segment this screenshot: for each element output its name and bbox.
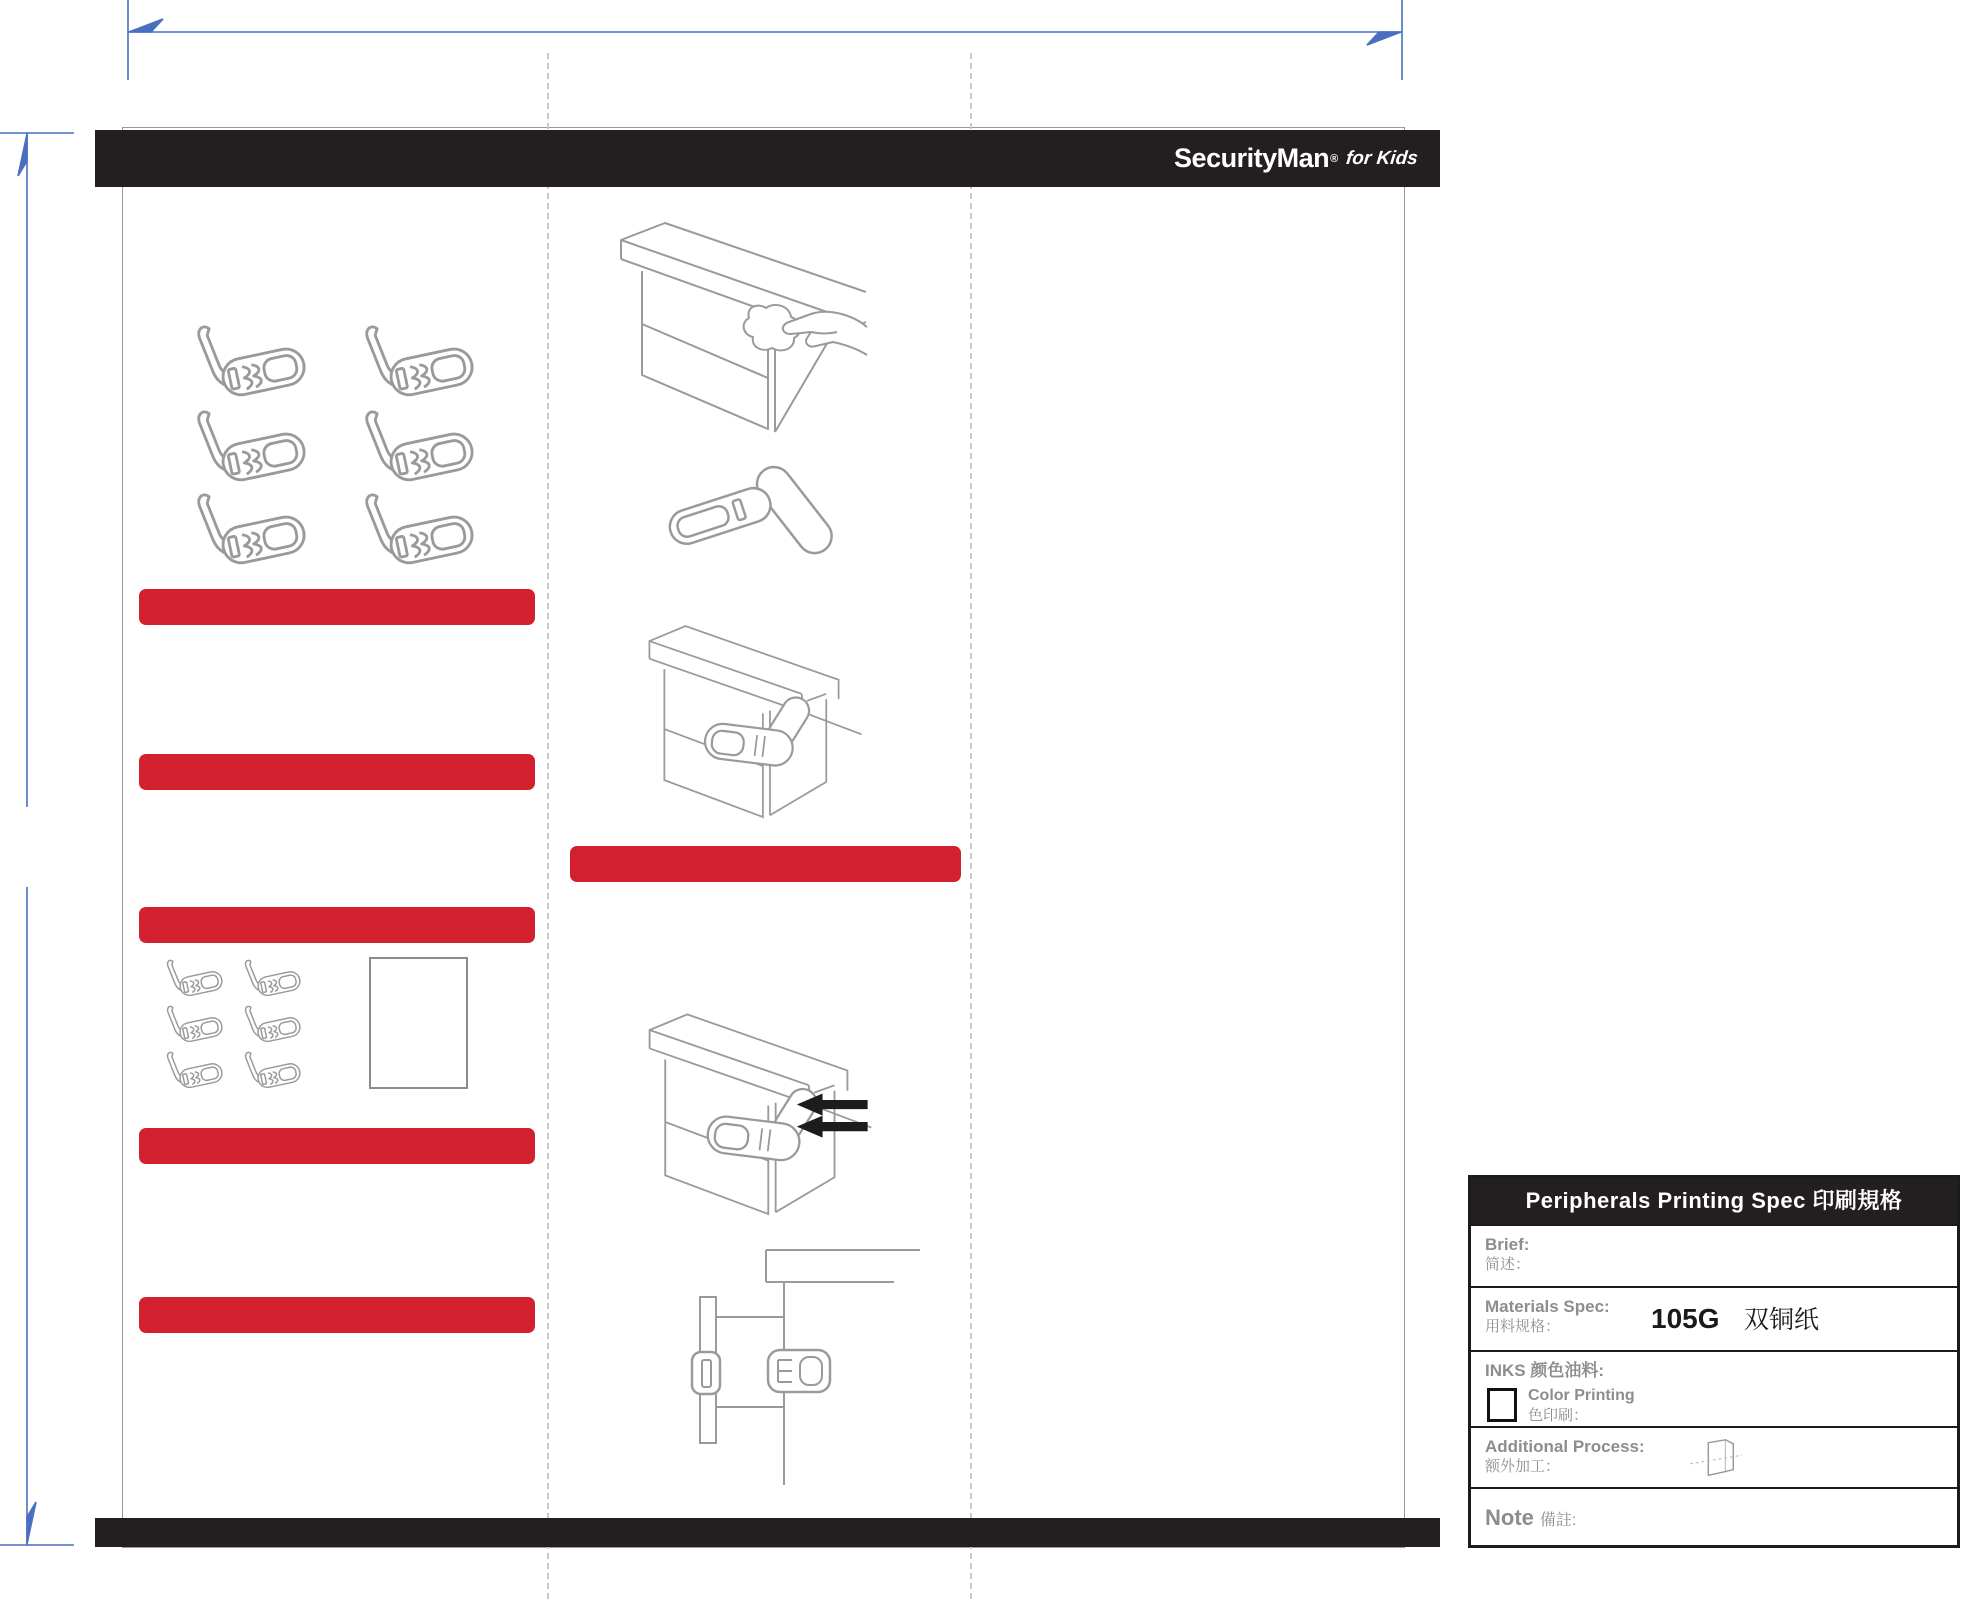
brand-name: SecurityMan (1174, 143, 1330, 173)
spec-row-materials (1471, 1286, 1957, 1350)
corner-lock-icon-small (165, 1049, 225, 1093)
materials-label-zh: 用料规格： (1485, 1318, 1561, 1336)
corner-lock-icon (192, 407, 312, 489)
brand-suffix: for Kids (1345, 147, 1420, 169)
corner-lock-icon (192, 490, 312, 572)
color-printing-label-zh: 色印刷： (1528, 1407, 1589, 1425)
lock-installed-illustration (645, 585, 865, 830)
registered-mark: ® (1330, 152, 1339, 165)
corner-lock-icon (360, 407, 480, 489)
placeholder-image-box (369, 957, 468, 1089)
printing-spec-box (1468, 1175, 1960, 1548)
corner-lock-icon-small (243, 1049, 303, 1093)
redacted-text-bar (139, 754, 535, 790)
corner-lock-icon (360, 322, 480, 404)
note-label-zh: 備註: (1539, 1512, 1577, 1529)
spec-box-title: Peripherals Printing Spec 印刷規格 (1471, 1178, 1957, 1224)
corner-lock-icon-small (165, 957, 225, 1001)
additional-process-label-zh: 额外加工： (1485, 1458, 1561, 1476)
clean-surface-illustration (615, 195, 870, 445)
inks-label: INKS 颜色油料: (1485, 1361, 1604, 1380)
press-to-release-illustration (645, 982, 875, 1217)
materials-value (1651, 1300, 1819, 1336)
corner-lock-icon-small (243, 957, 303, 1001)
corner-lock-icon-small (165, 1003, 225, 1047)
header-bar (95, 130, 1440, 187)
redacted-text-bar (139, 589, 535, 625)
redacted-text-bar (139, 1128, 535, 1164)
spec-row-brief (1471, 1224, 1957, 1286)
open-lock-illustration (668, 460, 848, 570)
corner-lock-icon (360, 490, 480, 572)
fold-line-right (970, 53, 972, 1599)
brief-label-en: Brief: (1485, 1235, 1530, 1254)
brand-logo (1174, 130, 1418, 187)
color-printing-label-en: Color Printing (1528, 1387, 1635, 1405)
paper-type-value: 双铜纸 (1743, 1306, 1819, 1334)
spec-row-additional-process (1471, 1426, 1957, 1487)
redacted-text-bar (139, 907, 535, 943)
fold-line-left (547, 53, 549, 1599)
front-schematic-illustration (680, 1240, 920, 1500)
additional-process-label-en: Additional Process: (1485, 1437, 1645, 1456)
corner-lock-icon-small (243, 1003, 303, 1047)
redacted-text-bar (139, 1297, 535, 1333)
corner-lock-icon (192, 322, 312, 404)
folded-leaflet-icon (1687, 1436, 1745, 1484)
redacted-text-bar (570, 846, 961, 882)
note-label-en: Note (1485, 1505, 1534, 1530)
paper-weight-value: 105G (1651, 1303, 1720, 1334)
brief-label-zh: 简述： (1485, 1256, 1531, 1274)
spec-row-note (1471, 1487, 1957, 1547)
materials-label-en: Materials Spec: (1485, 1297, 1610, 1316)
footer-bar (95, 1518, 1440, 1547)
spec-row-inks (1471, 1350, 1957, 1426)
color-printing-checkbox (1487, 1388, 1517, 1422)
